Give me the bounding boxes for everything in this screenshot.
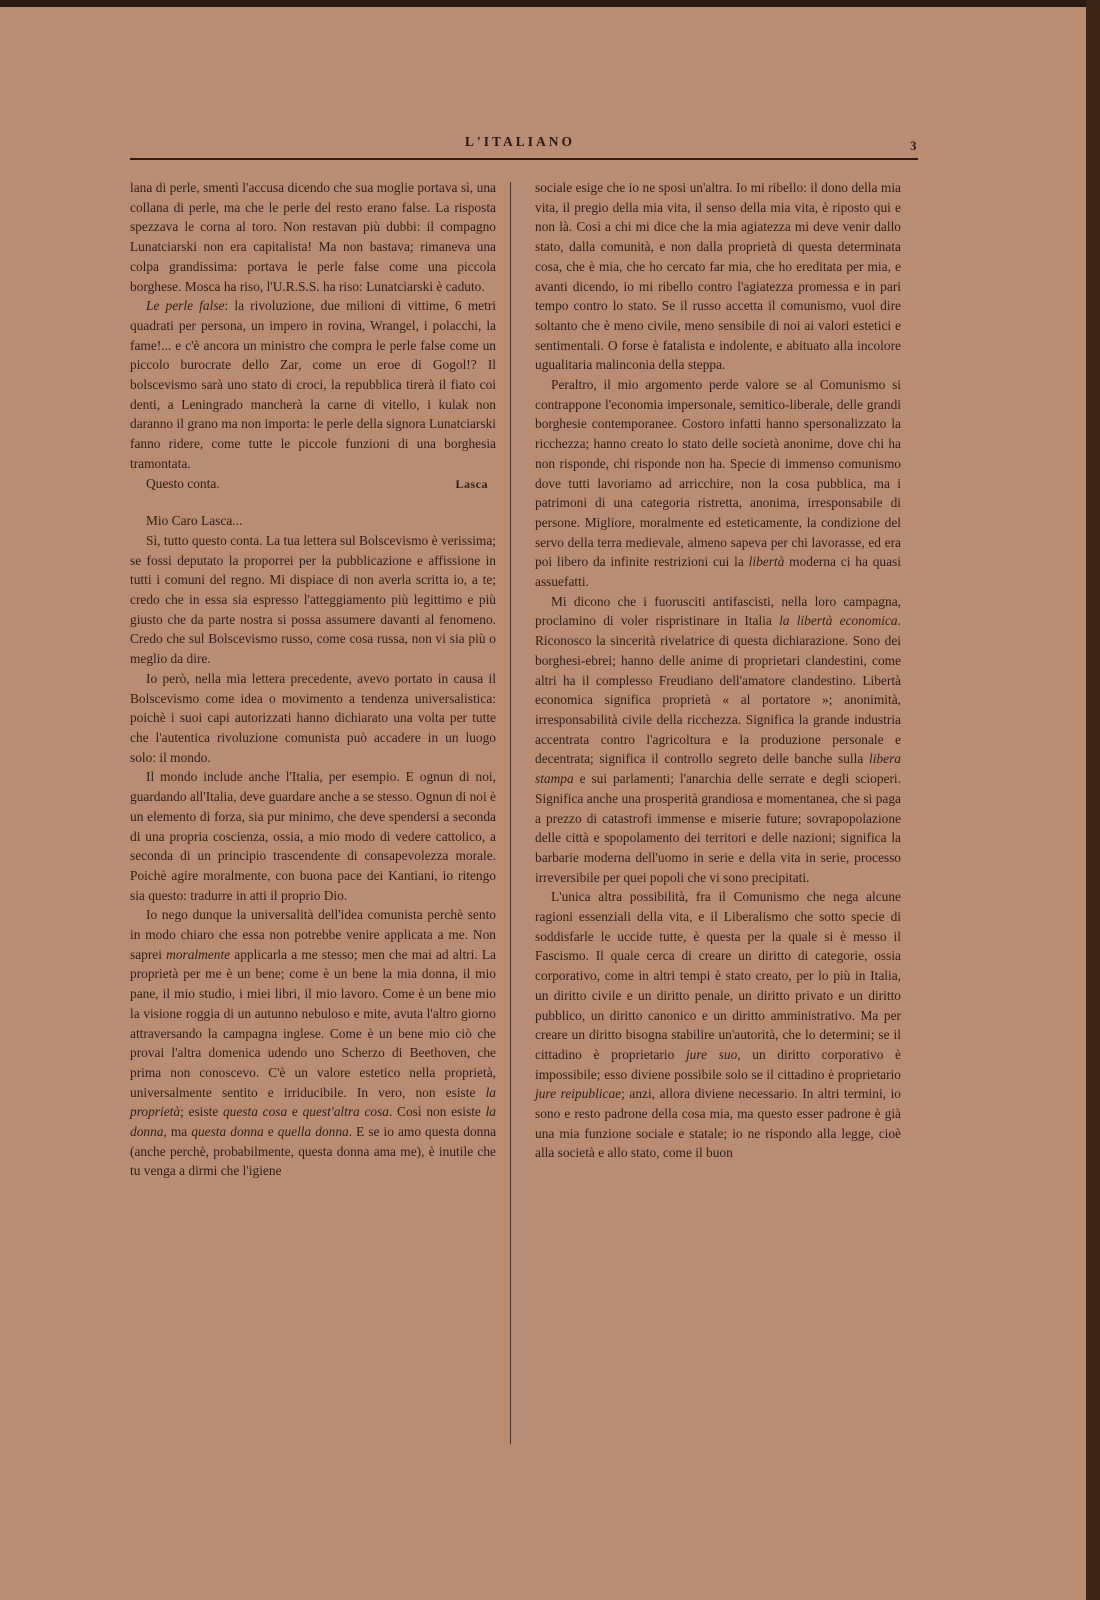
running-header-title: L'ITALIANO — [464, 134, 576, 149]
paragraph: Sì, tutto questo conta. La tua lettera sul Bolscevismo è verissima; se fossi deputato la proporrei per la pubblicazione e affissione in tutti i comuni del regno. Mi dispiace di non averla scritta io, a te; credo che in essa sia espresso l'atteggiamento più legittimo e più giusto che da parte nostra si possa assumere davanti al fenomeno. Credo che sul Bolscevismo russo, come cosa russa, non vi sia più o meglio da dire. — [130, 532, 496, 667]
signature: Lasca — [455, 476, 488, 491]
page-number: 3 — [910, 138, 917, 153]
left-column — [130, 178, 496, 1181]
paragraph: Io nego dunque la universalità dell'idea comunista perchè sento in modo chiaro che essa non potrebbe venire applicata a me. Non saprei moralmente applicarla a me stesso; men che mai ad altri. La proprietà per me è un bene; come è un bene la mia donna, il mio pane, il mio studio, i miei libri, il mio lavoro. Come è un bene mio la visione roggia di un autunno nebuloso e mite, avuta l'altro giorno attraversando la campagna inglese. Come è un bene mio ciò che provai l'altra domenica udendo uno Scherzo di Beethoven, che prima non conoscevo. C'è un valore estetico nella proprietà, universalmente sentito e irriducibile. In vero, non esiste la proprietà; esiste questa cosa e quest'altra cosa. Così non esiste la donna, ma questa donna e quella donna. E se io amo questa donna (anche perchè, probabilmente, questa donna ama me), è inutile che tu venga a dirmi che l'igiene — [130, 907, 497, 1179]
paragraph: Le perle false: la rivoluzione, due milioni di vittime, 6 metri quadrati per persona, un impero in rovina, Wrangel, i polacchi, la fame!... e c'è ancora un ministro che compra le perle false come un piccolo burocrate dello Zar, come un eroe di Gogol!? Il bolscevismo sarà uno stato di croci, la repubblica tirerà il fiato coi denti, a Leningrado mancherà la carne di vitello, i kulak non daranno il grano ma non importa: le perle della signora Lunatciarski fanno ridere, come tutte le piccole funzioni di una borghesia tramontata. — [130, 298, 497, 471]
paragraph: Peraltro, il mio argomento perde valore se al Comunismo si contrappone l'economia impersonale, semitico-liberale, delle grandi borghesie contemporanee. Costoro infatti hanno spersonalizzato la ricchezza; hanno creato lo stato delle società anonime, dove chi ha non risponde, chi risponde non ha. Specie di immenso comunismo dove tutti lavoriamo ad arricchire, non la cosa pubblica, ma i patrimoni di una categoria ristretta, anonima, irresponsabile di persone. Migliore, moralmente ed esteticamente, la condizione del servo della terra medievale, almeno sapeva per chi lavorasse, ed era poi libero da infinite restrizioni cui la libertà moderna ci ha quasi assuefatti. — [535, 377, 901, 590]
paragraph: sociale esige che io ne sposi un'altra. Io mi ribello: il dono della mia vita, il pregio della mia vita, il senso della mia vita, è riposto qui e non là. Così a chi mi dice che la mia agiatezza mi deve venir dallo stato, dalla comunità, e non dalla proprietà di questa determinata cosa, che è mia, che ho cercato far mia, che ho ereditata per mia, e avanti dicendo, io mi ribello contro l'agiatezza promessa e in pari tempo contro lo stato. Se il russo accetta il comunismo, vuol dire soltanto che è meno civile, meno sensibile di noi ai valori estetici e sentimentali. O forse è fatalista e indolente, e abituato alla incolore ugualitaria malinconia della steppa. — [535, 180, 901, 373]
paragraph: lana di perle, smentì l'accusa dicendo che sua moglie portava sì, una collana di perle, ma che le perle del resto erano false. La risposta spezzava le corna al toro. Non restavan più dubbi: il compagno Lunatciarski non era capitalista! Ma non bastava; rimaneva una colpa grandissima: portava le perle false come una piccola borghese. Mosca ha riso, l'U.R.S.S. ha riso: Lunatciarski è caduto. — [130, 180, 496, 294]
signature-line — [130, 474, 496, 495]
italic-phrase: Le perle false — [146, 298, 225, 314]
paragraph: Mi dicono che i fuorusciti antifascisti, nella loro campagna, proclamino di voler rispristinare in Italia la libertà economica. Riconosco la sincerità rivelatrice di questa dichiarazione. Sono dei borghesi-ebrei; hanno delle anime di proprietari clandestini, come altri ha il complesso Freudiano dell'amatore clandestino. Libertà economica significa proprietà « al portatore »; anonimità, irresponsabilità civile della ricchezza. Significa la grande industria accentrata contro l'agricoltura e la produzione personale e decentrata; significa il controllo segreto delle banche sulla libera stampa e sui parlamenti; l'anarchia delle serrate e degli scioperi. Significa anche una prosperità grandiosa e momentanea, che si paga a prezzo di catastrofi immense e miserie future; sovrapopolazione delle città e spopolamento dei territori e delle nazioni; significa la barbarie moderna dell'uomo in serie e della vita in serie, processo irreversibile per quei popoli che vi sono precipitati. — [535, 593, 901, 885]
top-border — [0, 0, 1100, 7]
salutation: Mio Caro Lasca... — [146, 513, 243, 529]
header-rule — [130, 158, 918, 160]
closing-line: Questo conta. — [146, 475, 220, 491]
paragraph: Il mondo include anche l'Italia, per esempio. E ognun di noi, guardando all'Italia, deve guardare anche a se stesso. Ognun di noi è un elemento di forza, sia pur minimo, che deve spendersi a seconda di una propria coscienza, ossia, a mio modo di vedere cattolico, a seconda di un principio trascendente di consapevolezza morale. Poichè agire moralmente, con buona pace dei Kantiani, io ritengo sia questo: tradurre in atti il proprio Dio. — [130, 769, 496, 903]
paragraph: L'unica altra possibilità, fra il Comunismo che nega alcune ragioni essenziali della vita, e il Liberalismo che sotto specie di soddisfarle le uccide tutte, è questa per la quale si è messo il Fascismo. Il quale cerca di creare un diritto di categorie, ossia corporativo, come in altri tempi è stato creato, per lo più in Italia, un diritto civile e un diritto penale, un diritto privato e un diritto pubblico, un diritto canonico e un diritto amministrativo. Ma per creare un diritto bisogna stabilire un'autorità, che lo determini; se il cittadino è proprietario jure suo, un diritto corporativo è impossibile; esso diviene possibile solo se il cittadino è proprietario jure reipublicae; anzi, allora diviene necessario. In altri termini, io sono e resto padrone della cosa mia, ma questo esser padrone è già una mia funzione sociale e statale; io ne rispondo alla legge, cioè alla società e allo stato, come il buon — [535, 889, 901, 1161]
paragraph: Io però, nella mia lettera precedente, avevo portato in causa il Bolscevismo come idea o movimento a tendenza universalistica: poichè i suoi capi autorizzati hanno dichiarato una volta per tutte che l'autentica rivoluzione comunista può accadere in un luogo solo: il mondo. — [130, 670, 496, 765]
right-border — [1086, 0, 1100, 1600]
column-divider — [510, 182, 511, 1444]
right-column — [535, 178, 901, 1163]
